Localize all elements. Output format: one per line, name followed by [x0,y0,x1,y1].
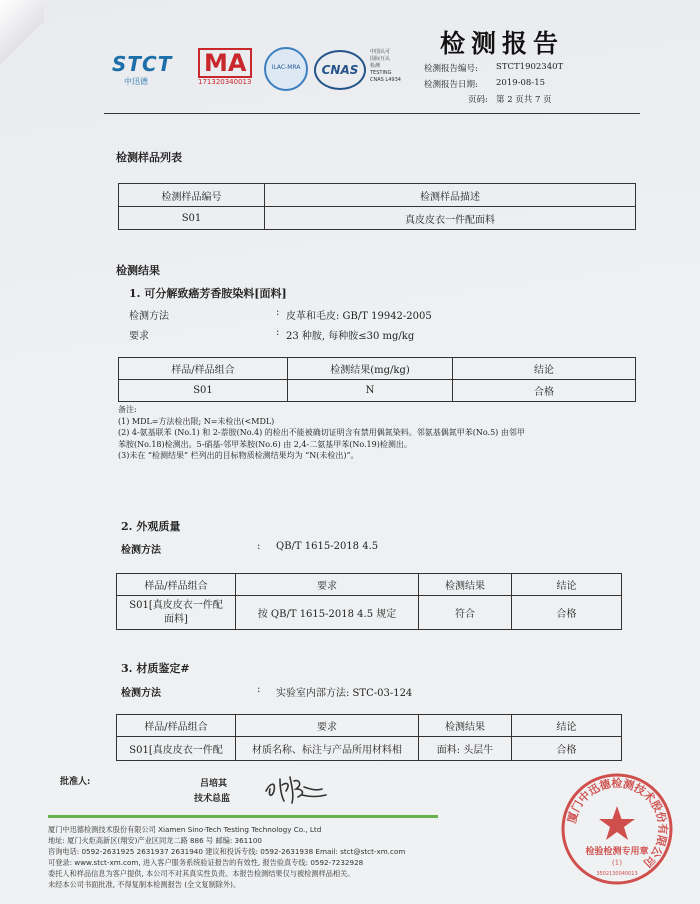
approver-label: 批准人: [60,777,91,787]
stct-logo [112,52,172,87]
stamp-star-icon [599,806,635,840]
section3-method-value: 实验室内部方法: STC-03-124 [276,688,413,699]
section1-title: 1. 可分解致癌芳香胺染料[面料] [129,287,287,300]
table-header-cell: 样品/样品组合 [119,358,288,380]
page-corner-fold [0,0,44,64]
table-row [117,596,622,630]
table-header-cell: 检测结果(mg/kg) [288,358,453,380]
ilac-logo-text: ILAC-MRA [271,64,301,71]
note-line: 备注: [118,405,137,414]
table-header-cell: 要求 [236,574,419,596]
table-cell: S01 [119,207,265,230]
official-stamp [560,772,674,886]
stct-logo-subtext: 中迅德 [124,77,148,86]
sample-list-table [118,183,636,230]
table-header-cell: 样品/样品组合 [117,715,236,737]
cnas-logo-text: CNAS [321,63,359,77]
stamp-ring-text: 厦门中迅德检测技术股份有限公司 [565,776,670,870]
approver-role: 技术总监 [194,794,231,804]
table-header-cell: 检测结果 [419,715,512,737]
table-cell [117,596,236,630]
table-header-row [117,574,622,596]
stamp-serial: 3502130040013 [596,871,638,877]
section1-method-value: 皮革和毛皮: GB/T 19942-2005 [286,311,432,322]
table-header-cell: 检测结果 [419,574,512,596]
table-cell: 面料: 头层牛 [419,737,512,761]
section2-method-value: QB/T 1615-2018 4.5 [276,541,379,552]
table-cell: 合格 [512,737,622,761]
footer-accent-bar [48,815,438,818]
cnas-side-line: 国际互认 [370,56,391,62]
table-header-row [119,184,636,207]
results-heading: 检测结果 [116,264,160,277]
cnas-logo [314,50,366,90]
report-date-label: 检测报告日期: [424,80,478,90]
header-divider [104,113,640,114]
sample-line: S01[真皮皮衣一件配 [129,599,223,611]
section1-requirement-colon: : [276,327,280,338]
footer-line: 可登录: www.stct-xm.com, 进入客户服务系统验证报告的有效性, 报告验真专线: 0592-7232928 [48,858,364,867]
sample-list-heading: 检测样品列表 [116,151,182,164]
ilac-mra-logo [264,47,308,91]
section3-method-label: 检测方法 [121,688,161,699]
section1-requirement-value: 23 种胺, 每种胺≤30 mg/kg [286,331,415,342]
cnas-side-text [370,49,401,84]
stamp-number: (1) [612,859,622,867]
stct-logo-text: STCT [112,52,173,76]
table-header-row [119,358,636,380]
note-line: 苯胺(No.18)检测出。5-硝基-邻甲苯胺(No.6) 由 2,4-二氨基甲苯(No.19)检测出。 [118,439,412,449]
cnas-side-line: 中国认可 [370,49,391,55]
table-row [119,207,636,230]
report-number: STCT1902340T [496,62,564,72]
section2-method-colon: : [257,541,261,552]
section1-table [118,357,636,402]
cma-logo-text: MA [198,48,252,78]
section2-method-label: 检测方法 [121,545,161,556]
table-cell: N [288,380,453,402]
report-number-label: 检测报告编号: [424,64,478,74]
table-header-cell: 结论 [512,574,622,596]
section3-table [116,714,622,761]
table-header-cell: 检测样品描述 [265,184,636,207]
table-header-cell: 结论 [512,715,622,737]
cnas-side-line: 检测 [370,63,381,69]
note-line: (3)未在 “检测结果” 栏列出的目标物质检测结果均为 “N(未检出)”。 [118,451,359,460]
section1-requirement-label: 要求 [129,331,149,342]
table-header-cell: 要求 [236,715,419,737]
footer-line: 地址: 厦门火炬高新区(翔安)产业区同龙二路 886 号 邮编: 361100 [48,836,262,845]
table-cell: S01 [119,380,288,402]
page-number: 第 2 页共 7 页 [496,95,552,105]
stamp-center-text: 检验检测专用章 [585,847,649,857]
section1-method-label: 检测方法 [129,311,169,322]
section2-title: 2. 外观质量 [121,520,181,533]
table-cell: 真皮皮衣一件配面料 [265,207,636,230]
section2-table [116,573,622,630]
table-cell: 合格 [453,380,636,402]
section1-method-colon: : [276,307,280,318]
approver-name: 吕培其 [200,779,228,789]
note-line: (1) MDL=方法检出限; N=未检出(<MDL) [118,416,275,426]
table-cell: 符合 [419,596,512,630]
sample-line: 面料] [164,613,188,625]
table-header-cell: 结论 [453,358,636,380]
cnas-side-line: TESTING [370,70,392,76]
report-date: 2019-08-15 [496,78,546,88]
cma-logo [198,48,258,88]
note-line: (2) 4-氨基联苯 (No.1) 和 2-萘胺(No.4) 的检出不能被确切证明含有禁用偶氮染料。邻氨基偶氮甲苯(No.5) 由邻甲 [118,428,525,437]
table-header-cell: 检测样品编号 [119,184,265,207]
signature [262,767,332,807]
footer-line: 厦门中迅德检测技术股份有限公司 Xiamen Sino-Tech Testing Technology Co., Ltd [48,825,322,834]
table-header-cell: 样品/样品组合 [117,574,236,596]
table-header-row [117,715,622,737]
table-cell: 合格 [512,596,622,630]
table-cell: S01[真皮皮衣一件配 [117,737,236,761]
section3-title: 3. 材质鉴定# [121,662,190,675]
footer-text [48,824,405,890]
footer-line: 未经本公司书面批准, 不得复制本检测报告 (全文复制除外)。 [48,880,241,889]
footer-line: 咨询电话: 0592-2631925 2631937 2631940 建议和投诉专线: 0592-2631938 Email: stct@stct-xm.com [48,847,406,856]
section1-notes [118,404,525,462]
cma-number: 171320340013 [198,78,252,86]
section3-method-colon: : [257,684,261,695]
report-title: 检测报告 [440,29,565,58]
footer-line: 委托人和样品信息为客户提供, 本公司不对其真实性负责。本报告检测结果仅与被检测样品相关。 [48,869,355,878]
page-number-label: 页码: [468,95,488,105]
cnas-side-line: CNAS L4934 [370,77,401,83]
table-row [117,737,622,761]
table-row [119,380,636,402]
table-cell: 材质名称、标注与产品所用材料相 [236,737,419,761]
table-cell: 按 QB/T 1615-2018 4.5 规定 [236,596,419,630]
